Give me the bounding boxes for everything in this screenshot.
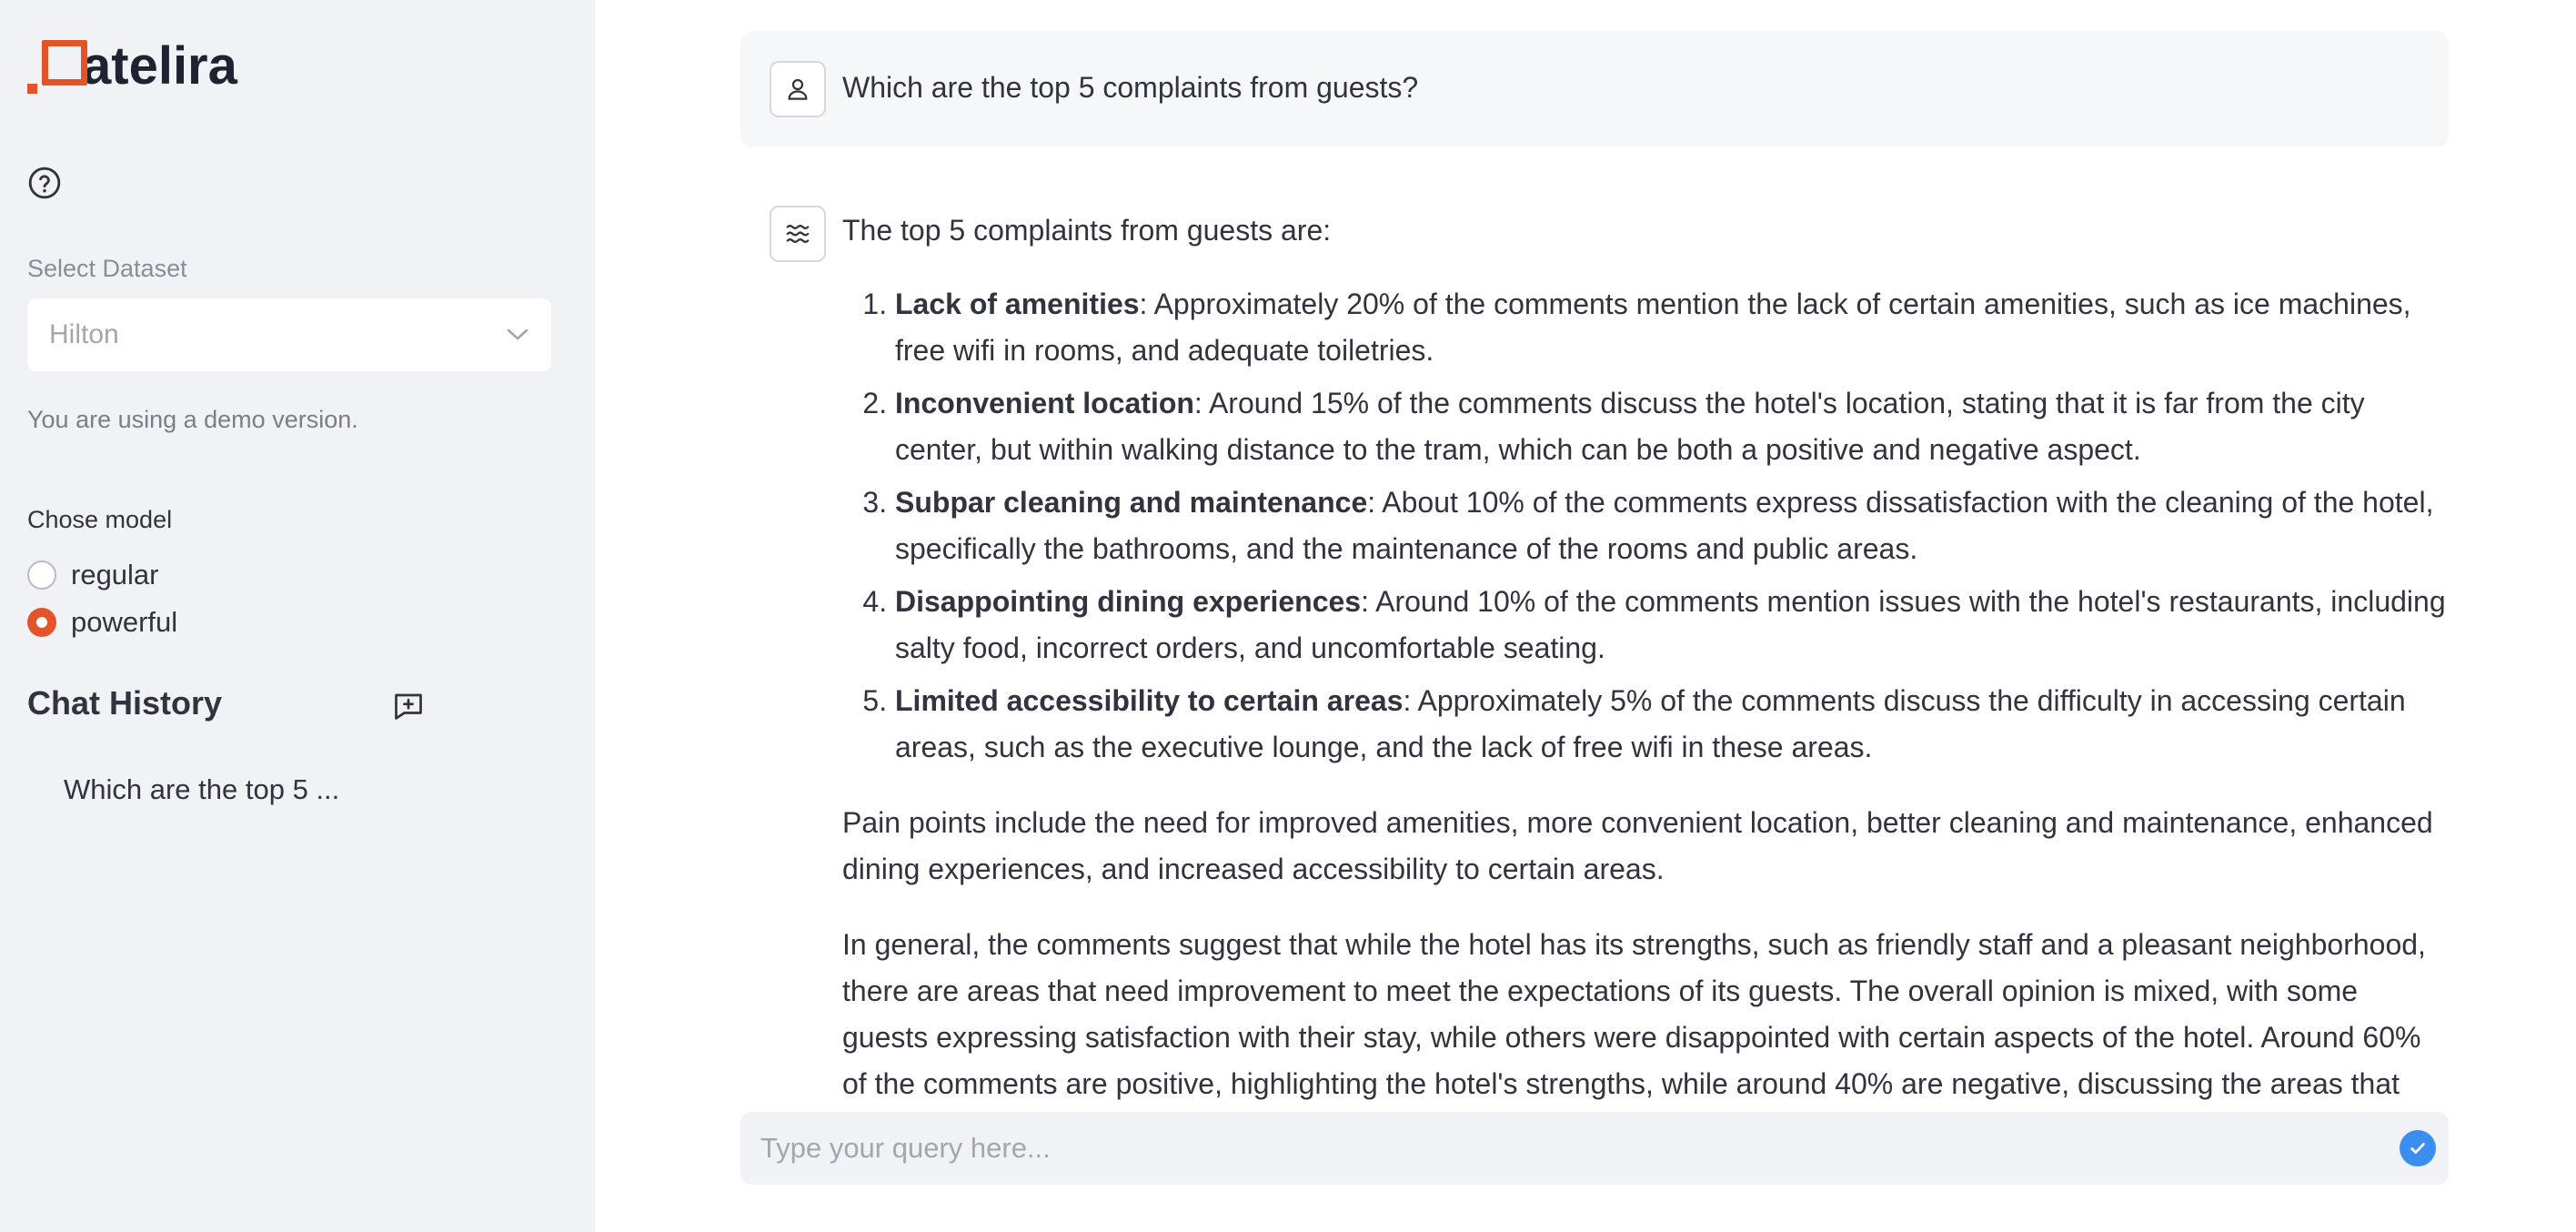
check-icon <box>2408 1138 2428 1158</box>
query-input[interactable] <box>759 1131 2345 1166</box>
model-option-powerful[interactable] <box>27 606 177 639</box>
logo-mark-icon <box>27 36 86 96</box>
chat-history-item[interactable]: Which are the top 5 ... <box>64 773 340 805</box>
user-icon <box>784 76 811 103</box>
radio-powerful[interactable] <box>27 608 56 637</box>
item-text: : About 10% of the comments express dissatisfaction with the cleaning of the hotel, specifically the bathrooms, and the maintenance of the rooms and public areas. <box>895 486 2434 565</box>
demo-version-note: You are using a demo version. <box>27 406 358 433</box>
app-logo <box>27 35 237 98</box>
answer-paragraph-pain-points: Pain points include the need for improved amenities, more convenient location, better cleaning and maintenance, enhanced dining experiences, and increased accessibility to certain areas. <box>842 806 2433 885</box>
item-text: : Approximately 20% of the comments mention the lack of certain amenities, such as ice machines, free wifi in rooms, and adequate toiletries. <box>895 288 2411 367</box>
chat-history-title: Chat History <box>27 684 223 722</box>
chevron-down-icon <box>506 328 529 342</box>
dataset-label: Select Dataset <box>27 255 187 282</box>
item-title: Inconvenient location <box>895 387 1194 419</box>
item-text: : Around 15% of the comments discuss the hotel's location, stating that it is far from the city center, but within walking distance to the tram, which can be both a positive and negative aspect. <box>895 387 2365 466</box>
dataset-select[interactable] <box>27 298 551 371</box>
radio-label-regular: regular <box>71 559 159 591</box>
item-text: : Around 10% of the comments mention issues with the hotel's restaurants, including salty food, incorrect orders, and uncomfortable seating. <box>895 585 2446 664</box>
assistant-avatar <box>770 206 826 262</box>
user-avatar <box>770 61 826 117</box>
list-item <box>895 281 2449 374</box>
item-title: Lack of amenities <box>895 288 1140 320</box>
model-option-regular[interactable] <box>27 559 159 591</box>
chat-main <box>595 0 2576 1232</box>
user-message-text: Which are the top 5 complaints from guests? <box>842 71 1419 104</box>
dataset-select-value: Hilton <box>49 319 119 349</box>
sidebar <box>0 0 595 1232</box>
complaints-list <box>842 281 2449 771</box>
item-title: Limited accessibility to certain areas <box>895 684 1404 717</box>
item-text: : Approximately 5% of the comments discuss the difficulty in accessing certain areas, such as the executive lounge, and the lack of free wifi in these areas. <box>895 684 2406 763</box>
model-label: Chose model <box>27 506 173 533</box>
list-item <box>895 579 2449 672</box>
query-input-bar <box>740 1112 2449 1185</box>
list-item <box>895 480 2449 572</box>
radio-regular[interactable] <box>27 560 56 590</box>
help-circle-icon[interactable] <box>27 166 62 200</box>
new-chat-icon[interactable] <box>391 690 426 722</box>
assistant-answer <box>842 207 2449 1183</box>
list-item <box>895 380 2449 473</box>
logo-text: atelira <box>82 36 237 96</box>
answer-paragraph-summary: In general, the comments suggest that while the hotel has its strengths, such as friendly staff and a pleasant neighborhood, there are areas that need improvement to meet the expectations of its guests. The overall opinion is mixed, with some guests expressing satisfaction with their stay, while others were disappointed with certain aspects of the hotel. Around 60% of the comments are positive, highlighting the hotel's strengths, while around 40% are negative, discussing the areas that <box>842 928 2426 1100</box>
answer-intro: The top 5 complaints from guests are: <box>842 214 1332 247</box>
assistant-message <box>740 182 2449 1100</box>
item-title: Disappointing dining experiences <box>895 585 1362 618</box>
list-item <box>895 678 2449 771</box>
send-button[interactable] <box>2400 1130 2436 1166</box>
radio-label-powerful: powerful <box>71 606 178 638</box>
item-title: Subpar cleaning and maintenance <box>895 486 1368 519</box>
waves-icon <box>783 220 812 247</box>
